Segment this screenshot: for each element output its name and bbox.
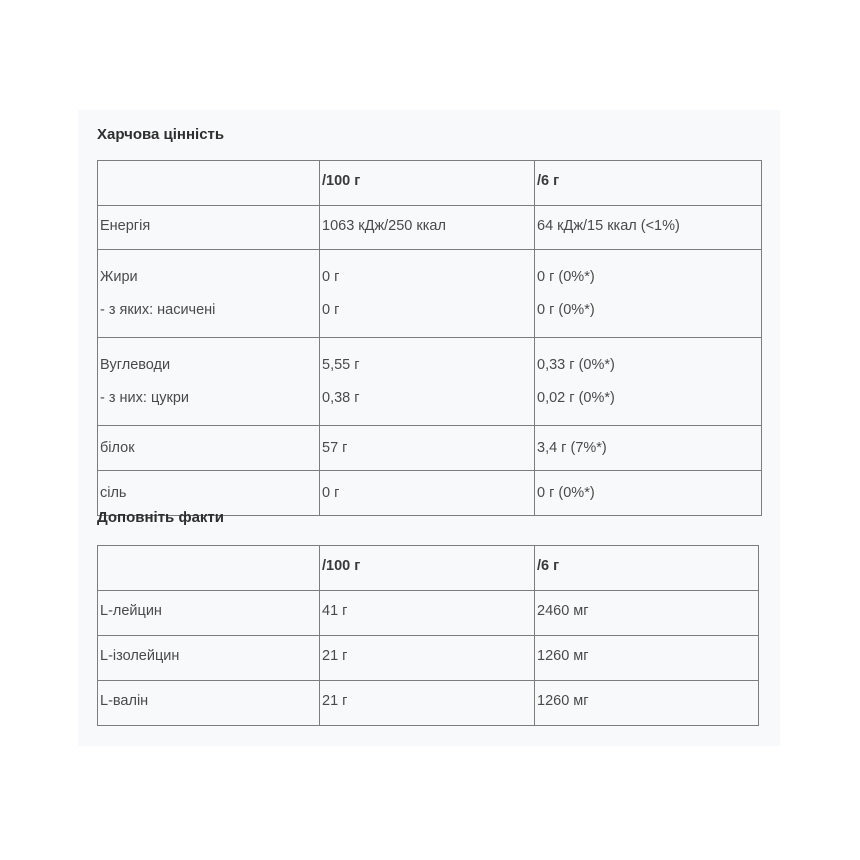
row-label: L-валін xyxy=(98,681,320,726)
row-label: сіль xyxy=(98,471,320,516)
value-100g: 57 г xyxy=(320,426,535,471)
nutrition-heading: Харчова цінність xyxy=(97,126,225,143)
table-row xyxy=(98,681,759,726)
header-cell-100g: /100 г xyxy=(320,546,535,591)
value-6g: 1260 мг xyxy=(535,681,759,726)
header-cell-6g: /6 г xyxy=(535,546,759,591)
supplement-heading: Доповніть факти xyxy=(97,509,224,526)
row-label: L-лейцин xyxy=(98,591,320,636)
table-row xyxy=(98,338,762,426)
value-100g: 21 г xyxy=(320,681,535,726)
nutrition-table xyxy=(97,160,762,516)
value-6g: 0 г (0%*) xyxy=(535,471,762,516)
row-label: Вуглеводи - з них: цукри xyxy=(98,338,320,426)
value-100g: 41 г xyxy=(320,591,535,636)
value-6g: 0,33 г (0%*) 0,02 г (0%*) xyxy=(535,338,762,426)
value-100g: 21 г xyxy=(320,636,535,681)
header-cell-empty xyxy=(98,161,320,206)
row-label: Жири - з яких: насичені xyxy=(98,250,320,338)
value-6g: 0 г (0%*) 0 г (0%*) xyxy=(535,250,762,338)
value-100g: 0 г xyxy=(320,471,535,516)
table-row xyxy=(98,636,759,681)
table-header-row xyxy=(98,161,762,206)
value-100g: 0 г 0 г xyxy=(320,250,535,338)
row-label: білок xyxy=(98,426,320,471)
row-label: L-ізолейцин xyxy=(98,636,320,681)
row-label: Енергія xyxy=(98,206,320,250)
value-6g: 2460 мг xyxy=(535,591,759,636)
value-6g: 1260 мг xyxy=(535,636,759,681)
value-100g: 1063 кДж/250 ккал xyxy=(320,206,535,250)
value-6g: 64 кДж/15 ккал (<1%) xyxy=(535,206,762,250)
table-row xyxy=(98,591,759,636)
value-6g: 3,4 г (7%*) xyxy=(535,426,762,471)
header-cell-100g: /100 г xyxy=(320,161,535,206)
header-cell-empty xyxy=(98,546,320,591)
table-row xyxy=(98,250,762,338)
supplement-table xyxy=(97,545,759,726)
table-header-row xyxy=(98,546,759,591)
table-row xyxy=(98,206,762,250)
value-100g: 5,55 г 0,38 г xyxy=(320,338,535,426)
table-row xyxy=(98,426,762,471)
header-cell-6g: /6 г xyxy=(535,161,762,206)
